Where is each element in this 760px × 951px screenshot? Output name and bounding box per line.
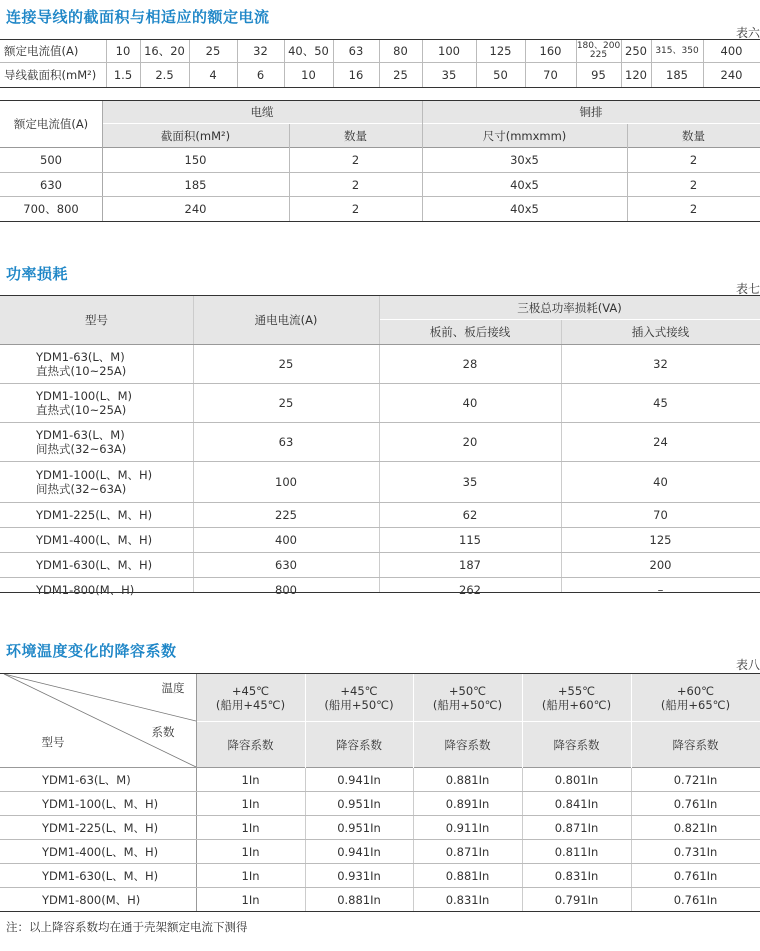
cable-row-qty2: 2 [689,177,698,192]
derate-value: 0.731In [673,844,718,859]
model-cell [36,503,193,527]
rated-current-value: 32 [253,44,268,58]
model-cell [36,553,193,577]
loss-plugin: 200 [649,558,672,572]
rated-current-value: 250 [625,44,647,58]
loss-current: 63 [278,435,294,449]
wire-area-value: 240 [720,68,743,82]
loss-front: 62 [462,508,478,522]
section3-title: 环境温度变化的降容系数 [6,642,177,660]
current-header: 通电电流(A) [254,313,318,327]
derate-value: 0.881In [337,892,381,907]
derate-value: 0.871In [554,820,599,835]
footnote: 注：以上降容系数均在通于壳架额定电流下测得 [6,920,248,934]
derate-model: YDM1-63(L、M) [42,772,131,787]
loss-front: 20 [462,435,478,449]
derate-value: 0.871In [445,844,490,859]
temperature-header [522,676,631,720]
derate-header: 降容系数 [553,737,600,752]
model-name: YDM1-400(L、M、H) [36,533,153,547]
rated-current-value: 125 [489,44,512,58]
derate-value: 0.721In [673,772,718,787]
derate-value: 0.951In [337,820,381,835]
wire-area-value: 185 [666,68,688,82]
cable-row-area: 150 [184,153,207,167]
section2-title: 功率损耗 [6,265,69,283]
ship-temp-value: (船用+50℃) [324,698,394,712]
derate-value: 0.941In [337,772,381,787]
loss-plugin: 40 [653,475,668,489]
loss-front: 40 [462,396,478,410]
derate-value: 0.761In [673,796,718,811]
rated-current-value: 160 [539,44,562,58]
wire-area-value: 95 [591,68,606,82]
temp-value: +55℃ [557,684,596,698]
table6-label: 表六 [735,26,760,40]
derate-value: 0.821In [673,820,718,835]
derate-value: 0.931In [337,868,381,883]
loss-front: 115 [459,533,481,547]
temp-value: +50℃ [448,684,487,698]
derate-model: YDM1-225(L、M、H) [42,820,159,835]
cable-row-size: 30x5 [510,153,539,167]
temp-value: +45℃ [231,684,270,698]
plugin-wiring-header: 插入式接线 [631,325,690,339]
loss-plugin: – [657,583,664,597]
loss-current: 630 [275,558,297,572]
rated-current-value: 16、20 [144,44,185,58]
model-label: 型号 [41,735,65,749]
wire-area-label: 导线截面积(mM²) [4,68,97,82]
loss-current: 100 [275,475,297,489]
wire-area-value: 50 [493,68,508,82]
cable-row-rated: 700、800 [23,202,79,216]
derate-header: 降容系数 [672,737,719,752]
loss-plugin: 125 [649,533,672,547]
model-name: YDM1-800(M、H) [36,583,135,597]
temperature-header [413,676,522,720]
loss-current: 800 [275,583,297,597]
cable-row-size: 40x5 [510,177,539,192]
ship-temp-value: (船用+50℃) [432,698,503,712]
loss-front: 187 [459,558,481,572]
derate-model: YDM1-630(L、M、H) [42,868,159,883]
temperature-header [196,676,305,720]
model-name: YDM1-63(L、M) [36,428,125,442]
derate-value: 0.801In [554,772,599,787]
copper-header: 铜排 [579,105,603,119]
cable-row-qty2: 2 [689,153,698,167]
temp-value: +60℃ [676,684,715,698]
cable-header: 电缆 [250,105,274,119]
derate-model: YDM1-400(L、M、H) [42,844,159,859]
model-header: 型号 [85,313,108,327]
wire-area-value: 25 [393,68,408,82]
area-header: 截面积(mM²) [160,128,231,143]
wire-area-value: 120 [625,68,647,82]
model-type: 间热式(32~63A) [36,442,127,456]
loss-front: 28 [462,357,478,371]
wire-area-value: 10 [301,68,316,82]
ship-temp-value: (船用+65℃) [660,698,731,712]
derate-value: 0.811In [554,844,599,859]
derate-value: 0.831In [554,868,599,883]
model-name: YDM1-225(L、M、H) [36,508,153,522]
wire-area-value: 35 [441,68,457,82]
derate-value: 0.881In [445,772,490,787]
derate-value: 0.891In [445,796,490,811]
rated-current-value: 100 [438,44,460,58]
rated-current-value: 25 [205,44,221,58]
section1-title: 连接导线的截面积与相适应的额定电流 [6,8,270,26]
model-cell [36,578,193,602]
derate-value: 1In [241,772,260,787]
model-name: YDM1-630(L、M、H) [36,558,153,572]
derate-model: YDM1-100(L、M、H) [42,796,159,811]
wire-area-value: 1.5 [113,68,133,82]
derate-value: 1In [241,844,260,859]
derate-value: 0.911In [445,820,490,835]
temperature-label: 温度 [161,681,185,695]
coefficient-label: 系数 [151,725,175,739]
cable-row-area: 240 [184,202,207,216]
derate-header: 降容系数 [444,737,491,752]
wire-area-value: 2.5 [155,68,174,82]
cable-row-rated: 630 [40,177,62,192]
derate-value: 0.761In [673,892,718,907]
model-name: YDM1-63(L、M) [36,350,125,364]
loss-plugin: 70 [653,508,668,522]
wire-area-value: 16 [348,68,364,82]
derate-value: 1In [241,868,260,883]
size-header: 尺寸(mmxmm) [482,128,567,143]
loss-front: 35 [462,475,478,489]
qty-header-2: 数量 [682,128,705,143]
derate-header: 降容系数 [227,737,274,752]
cable-row-area: 185 [184,177,207,192]
derate-model: YDM1-800(M、H) [42,892,141,907]
loss-current: 225 [275,508,297,522]
derate-value: 0.951In [337,796,381,811]
rated-current-value: 63 [348,44,364,58]
derate-value: 1In [241,820,260,835]
derate-value: 0.831In [445,892,490,907]
temp-value: +45℃ [340,684,378,698]
rated-current-header: 额定电流值(A) [13,117,89,131]
cable-row-size: 40x5 [510,202,539,216]
model-name: YDM1-100(L、M) [36,389,133,403]
rated-current-label: 额定电流值(A) [4,44,79,58]
loss-front: 262 [459,583,481,597]
derate-header: 降容系数 [336,737,382,752]
cable-row-qty2: 2 [689,202,698,216]
derate-value: 1In [241,796,260,811]
model-cell [36,462,193,502]
derate-value: 0.881In [445,868,490,883]
loss-plugin: 24 [653,435,668,449]
temperature-header [305,676,413,720]
loss-current: 25 [278,357,294,371]
cable-row-qty: 2 [351,202,360,216]
cable-row-qty: 2 [351,153,360,167]
loss-plugin: 45 [653,396,668,410]
rated-current-value: 10 [115,44,131,58]
ship-temp-value: (船用+45℃) [215,698,286,712]
derate-value: 0.761In [673,868,718,883]
loss-current: 400 [275,533,297,547]
rated-current-value: 40、50 [288,44,329,58]
rated-current-value: 315、350 [655,45,699,56]
model-type: 直热式(10~25A) [36,364,127,378]
ship-temp-value: (船用+60℃) [541,698,612,712]
model-type: 直热式(10~25A) [36,403,127,417]
rated-current-value: 180、200 225 [576,41,621,60]
wire-area-value: 4 [209,68,217,82]
temperature-header [631,676,760,720]
qty-header: 数量 [344,128,367,143]
wire-area-value: 70 [543,68,558,82]
model-cell [36,423,193,461]
derate-value: 0.791In [554,892,599,907]
cable-row-rated: 500 [40,153,62,167]
rated-current-value: 80 [393,44,408,58]
table8-label: 表八 [735,658,760,672]
model-cell [36,528,193,552]
loss-plugin: 32 [653,357,668,371]
loss-current: 25 [278,396,294,410]
front-wiring-header: 板前、板后接线 [429,325,511,339]
model-name: YDM1-100(L、M、H) [36,468,153,482]
model-cell [36,345,193,383]
table7-label: 表七 [735,282,760,296]
rated-current-value: 400 [720,44,743,58]
model-cell [36,384,193,422]
wire-area-value: 6 [256,68,265,82]
cable-row-qty: 2 [351,177,360,192]
derate-value: 0.841In [554,796,599,811]
loss-header: 三极总功率损耗(VA) [517,300,622,315]
derate-value: 0.941In [337,844,381,859]
model-type: 间热式(32~63A) [36,482,127,496]
derate-value: 1In [241,892,260,907]
